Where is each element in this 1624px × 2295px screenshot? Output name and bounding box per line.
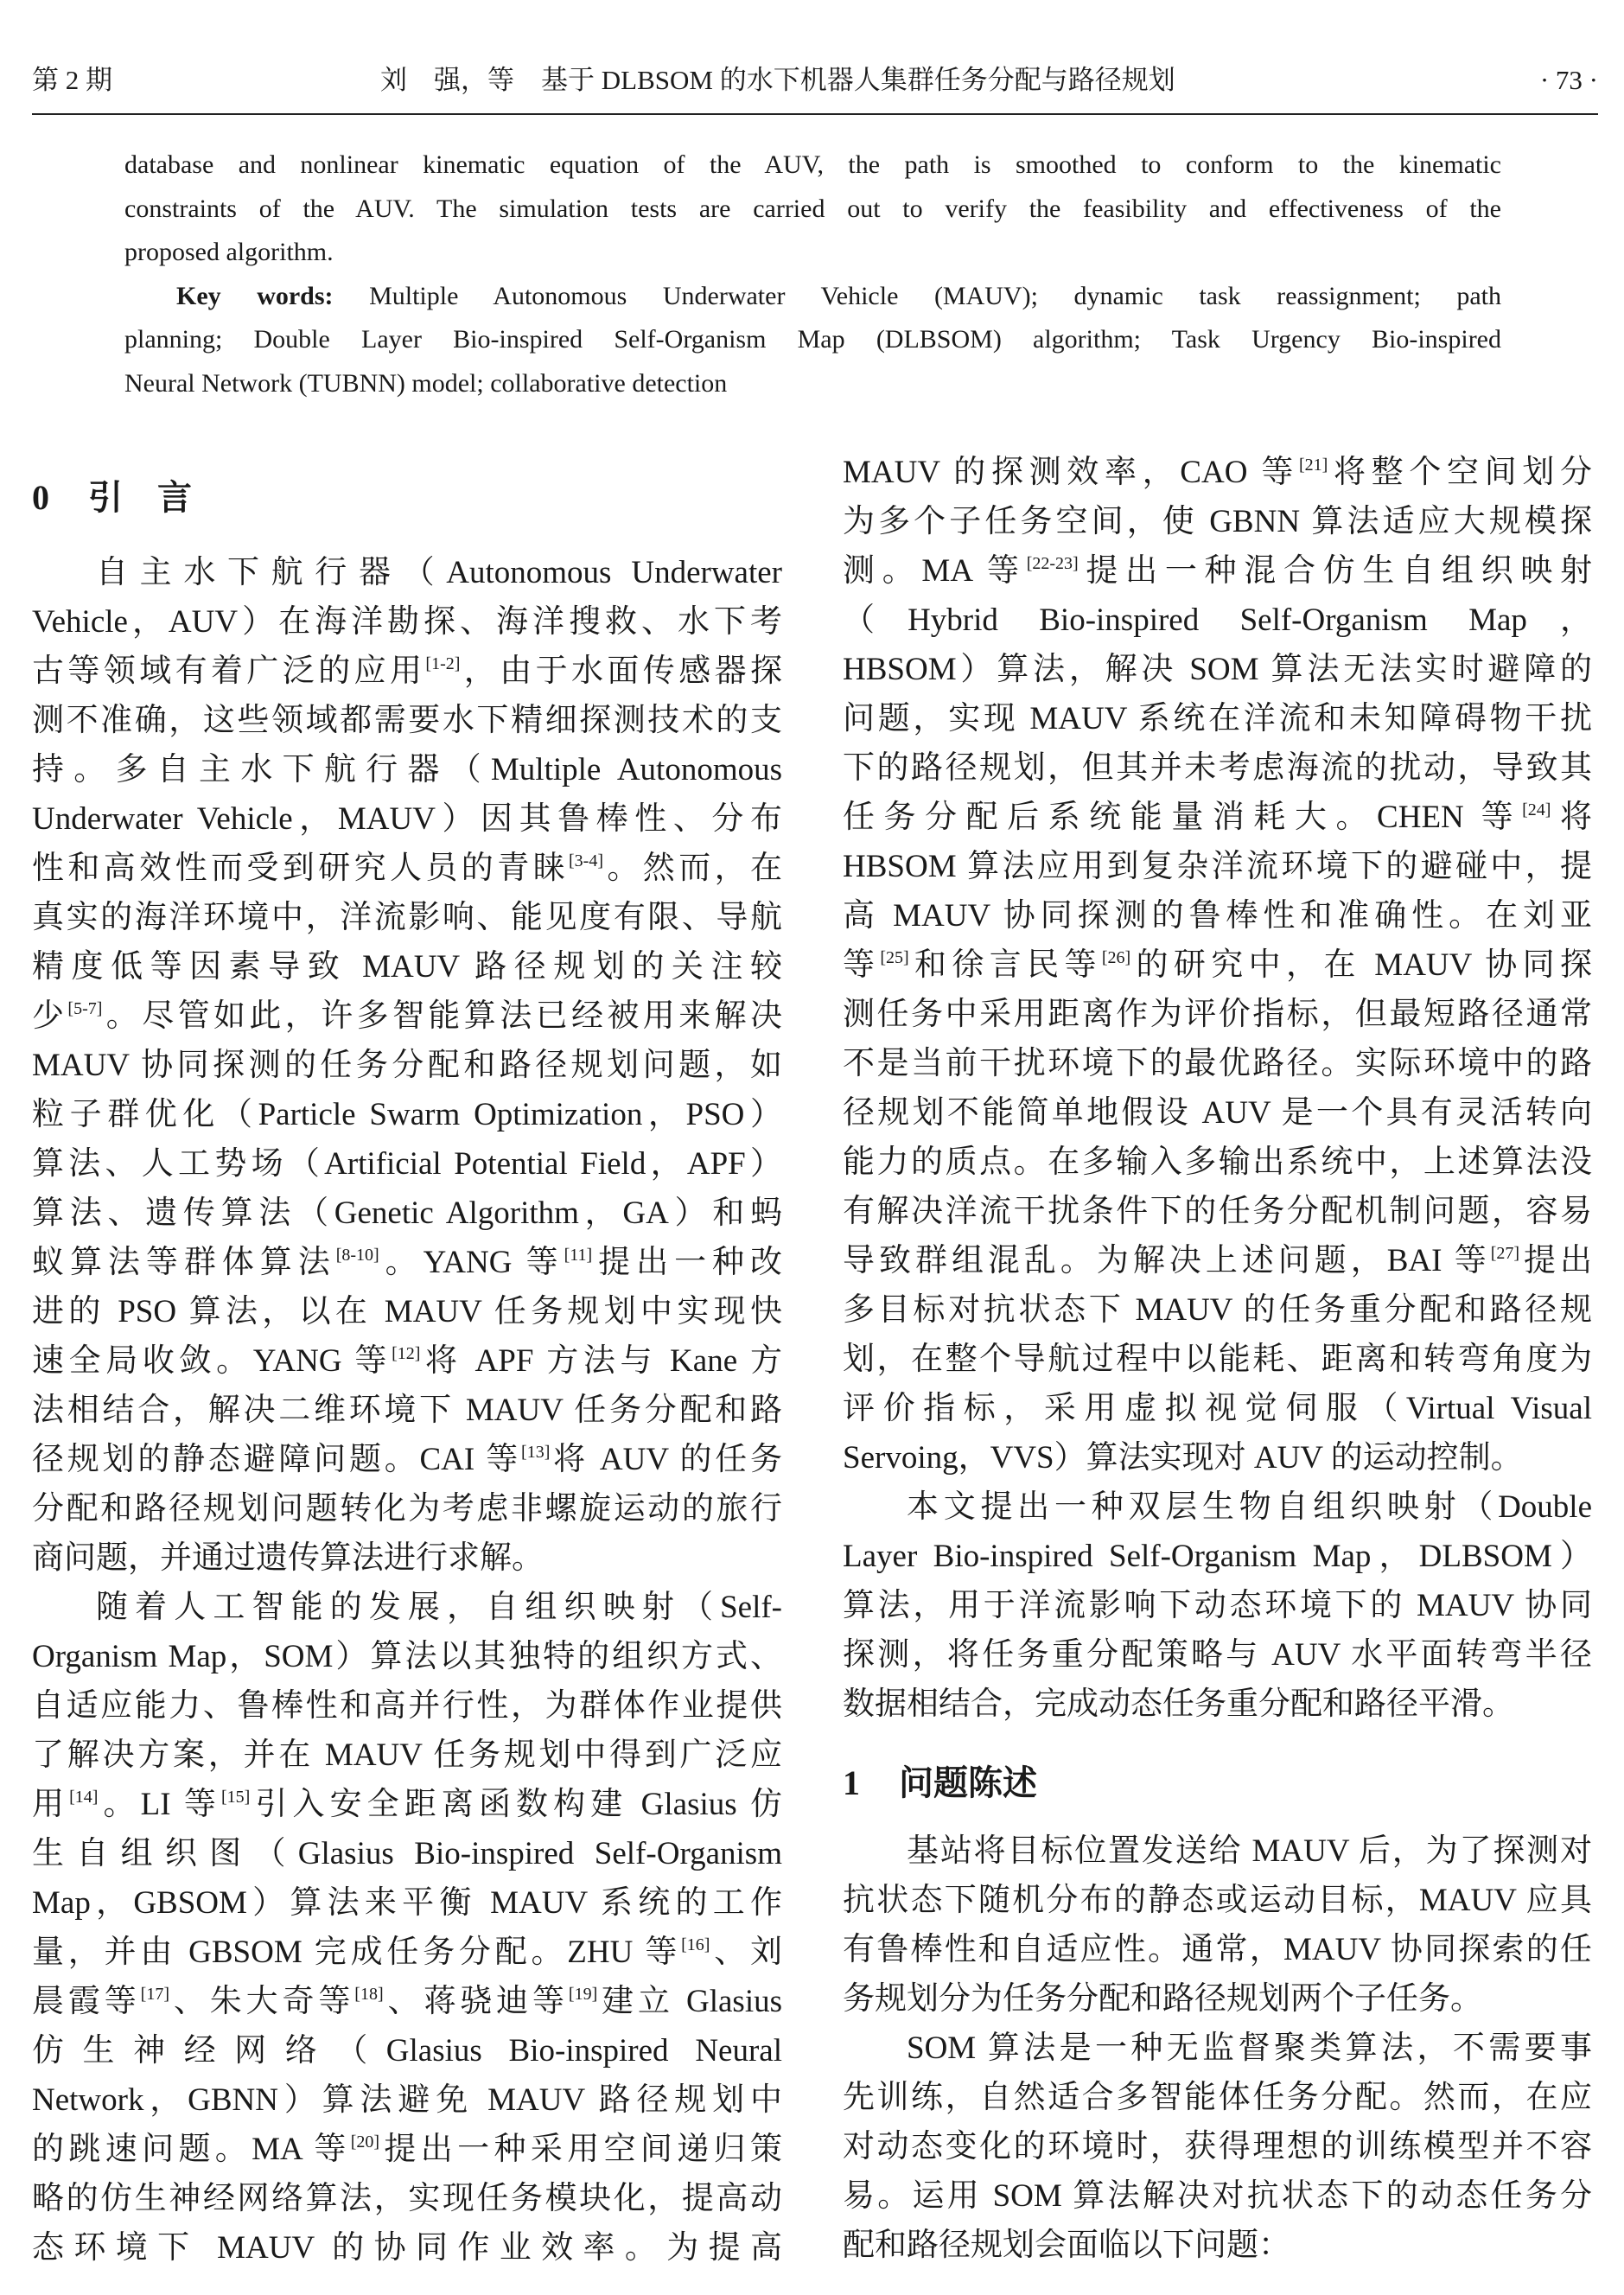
- text-line: 持。多自主水下航行器（Multiple Autonomous: [32, 752, 782, 787]
- text-line: 略的仿生神经网络算法，实现任务模块化，提高动: [32, 2181, 782, 2216]
- text-line: 高 MAUV 协同探测的鲁棒性和准确性。在刘亚: [843, 898, 1592, 934]
- citation-ref[interactable]: [24]: [1522, 800, 1551, 819]
- text-line: HBSOM 算法应用到复杂洋流环境下的避碰中，提: [843, 849, 1592, 884]
- citation-ref[interactable]: [25]: [880, 948, 909, 967]
- text-line: 多目标对抗状态下 MAUV 的任务重分配和路径规: [843, 1292, 1592, 1328]
- text-line: 务规划分为任务分配和路径规划两个子任务。: [843, 1981, 1482, 2017]
- keywords-label: Key words:: [176, 281, 334, 310]
- text-line: 用[14]。LI 等[15]引入安全距离函数构建 Glasius 仿: [32, 1787, 782, 1822]
- text-line: Network，GBNN）算法避免 MAUV 路径规划中: [32, 2082, 782, 2118]
- text-line: 晨霞等[17]、朱大奇等[18]、蒋骁迪等[19]建立 Glasius: [32, 1984, 783, 2019]
- text-line: 抗状态下随机分布的静态或运动目标，MAUV 应具: [843, 1883, 1592, 1918]
- text-line: 生自组织图（Glasius Bio-inspired Self-Organism: [32, 1836, 782, 1871]
- citation-ref[interactable]: [8-10]: [335, 1246, 379, 1265]
- text-line: 蚁算法等群体算法[8-10]。YANG 等[11]提出一种改: [32, 1245, 783, 1280]
- paragraph: [843, 448, 1592, 1482]
- page-number: · 73 ·: [1539, 65, 1598, 95]
- paragraph: [32, 548, 782, 1583]
- running-header-title: 刘 强，等 基于 DLBSOM 的水下机器人集群任务分配与路径规划: [380, 65, 1175, 95]
- text-line: SOM 算法是一种无监督聚类算法，不需要事: [907, 2030, 1592, 2066]
- text-line: 有鲁棒性和自适应性。通常，MAUV 协同探索的任: [843, 1932, 1592, 1967]
- citation-ref[interactable]: [21]: [1299, 456, 1328, 475]
- text-line: 本文提出一种双层生物自组织映射（Double: [907, 1489, 1592, 1525]
- text-line: 古等领域有着广泛的应用[1-2]，由于水面传感器探: [32, 653, 783, 689]
- text-line: Map，GBSOM）算法来平衡 MAUV 系统的工作: [32, 1885, 782, 1921]
- text-line: （Hybrid Bio-inspired Self-Organism Map，: [843, 602, 1592, 638]
- abstract-line: database and nonlinear kinematic equation of the AUV, the path is smoothed to conform to the kinematic: [124, 150, 1501, 179]
- text-line: 算法、人工势场（Artificial Potential Field，APF）: [32, 1146, 782, 1182]
- keywords-line: planning; Double Layer Bio-inspired Self-Organism Map (DLBSOM) algorithm; Task Urgency Bio-inspired: [124, 325, 1501, 354]
- paragraph: [843, 1826, 1592, 2024]
- text-line: 任务分配后系统能量消耗大。CHEN 等[24]将: [843, 800, 1592, 835]
- text-line: 评价指标，采用虚拟视觉伺服（Virtual Visual: [843, 1391, 1592, 1426]
- keywords-line: [124, 275, 1501, 319]
- text-line: 少[5-7]。尽管如此，许多智能算法已经被用来解决: [32, 998, 783, 1034]
- section-heading-introduction: [32, 473, 782, 522]
- keywords-text: Multiple Autonomous Underwater Vehicle (MAUV); dynamic task reassignment; path: [333, 281, 1502, 310]
- abstract-line: proposed algorithm.: [124, 238, 334, 266]
- text-line: HBSOM）算法，解决 SOM 算法无法实时避障的: [843, 652, 1592, 687]
- text-line: 不是当前干扰环境下的最优路径。实际环境中的路: [843, 1046, 1592, 1081]
- text-line: 随着人工智能的发展，自组织映射（Self-: [96, 1590, 782, 1625]
- text-line: 划，在整个导航过程中以能耗、距离和转弯角度为: [843, 1342, 1592, 1377]
- section-heading-problem: [843, 1758, 1592, 1807]
- citation-ref[interactable]: [17]: [140, 1985, 169, 2004]
- citation-ref[interactable]: [22-23]: [1026, 554, 1079, 573]
- text-line: Layer Bio-inspired Self-Organism Map，DLBSOM）: [843, 1539, 1592, 1574]
- paragraph: [843, 1482, 1592, 1729]
- section-title: 问题陈述: [899, 1763, 1037, 1802]
- text-line: 为多个子任务空间，使 GBNN 算法适应大规模探: [843, 504, 1592, 539]
- citation-ref[interactable]: [3-4]: [569, 851, 603, 870]
- text-line: 法相结合，解决二维环境下 MAUV 任务分配和路: [32, 1393, 782, 1428]
- section-number: 0: [32, 478, 49, 517]
- text-line: 态环境下 MAUV 的协同作业效率。为提高: [32, 2230, 782, 2266]
- citation-ref[interactable]: [13]: [521, 1443, 551, 1462]
- text-line: 基站将目标位置发送给 MAUV 后，为了探测对: [907, 1833, 1592, 1869]
- citation-ref[interactable]: [12]: [392, 1344, 421, 1363]
- text-line: 测不准确，这些领域都需要水下精细探测技术的支: [32, 703, 782, 738]
- text-line: Underwater Vehicle，MAUV）因其鲁棒性、分布: [32, 801, 782, 837]
- right-body-problem: [843, 1826, 1592, 2270]
- text-line: 量，并由 GBSOM 完成任务分配。ZHU 等[16]、刘: [32, 1935, 782, 1970]
- citation-ref[interactable]: [20]: [350, 2132, 380, 2152]
- citation-ref[interactable]: [18]: [354, 1985, 384, 2004]
- text-line: 自适应能力、鲁棒性和高并行性，为群体作业提供: [32, 1688, 782, 1724]
- text-line: 探测，将任务重分配策略与 AUV 水平面转弯半径: [843, 1637, 1592, 1673]
- left-column: [32, 473, 782, 2273]
- citation-ref[interactable]: [19]: [568, 1985, 598, 2004]
- text-line: 径规划的静态避障问题。CAI 等[13]将 AUV 的任务: [32, 1442, 782, 1477]
- text-line: 的跳速问题。MA 等[20]提出一种采用空间递归策: [32, 2132, 783, 2167]
- citation-ref[interactable]: [11]: [564, 1246, 593, 1265]
- citation-ref[interactable]: [26]: [1101, 948, 1131, 967]
- text-line: 下的路径规划，但其并未考虑海流的扰动，导致其: [843, 750, 1592, 786]
- text-line: 有解决洋流干扰条件下的任务分配机制问题，容易: [843, 1194, 1592, 1229]
- text-line: 测。MA 等[22-23]提出一种混合仿生自组织映射: [843, 553, 1593, 589]
- abstract-line: constraints of the AUV. The simulation tests are carried out to verify the feasibility and effectiveness of the: [124, 194, 1501, 223]
- text-line: 自主水下航行器（Autonomous Underwater: [96, 555, 782, 590]
- citation-ref[interactable]: [5-7]: [67, 999, 103, 1018]
- citation-ref[interactable]: [27]: [1490, 1244, 1520, 1263]
- text-line: 精度低等因素导致 MAUV 路径规划的关注较: [32, 949, 782, 985]
- text-line: MAUV 协同探测的任务分配和路径规划问题，如: [32, 1048, 782, 1083]
- citation-ref[interactable]: [16]: [681, 1935, 710, 1954]
- text-line: MAUV 的探测效率，CAO 等[21]将整个空间划分: [843, 455, 1593, 490]
- text-line: 配和路径规划会面临以下问题：: [843, 2228, 1290, 2263]
- paragraph: [843, 2024, 1592, 2270]
- citation-ref[interactable]: [14]: [69, 1788, 99, 1807]
- text-line: 算法，用于洋流影响下动态环境下的 MAUV 协同: [843, 1588, 1592, 1623]
- text-line: 进的 PSO 算法，以在 MAUV 任务规划中实现快: [32, 1294, 782, 1329]
- text-line: 径规划不能简单地假设 AUV 是一个具有灵活转向: [843, 1095, 1592, 1131]
- text-line: 能力的质点。在多输入多输出系统中，上述算法没: [843, 1144, 1592, 1180]
- section-number: 1: [843, 1763, 860, 1802]
- text-line: 了解决方案，并在 MAUV 任务规划中得到广泛应: [32, 1737, 782, 1773]
- right-body-intro: [843, 448, 1592, 1729]
- text-line: 性和高效性而受到研究人员的青睐[3-4]。然而，在: [32, 851, 783, 886]
- text-line: Vehicle，AUV）在海洋勘探、海洋搜救、水下考: [32, 604, 782, 640]
- text-line: 仿生神经网络（Glasius Bio-inspired Neural: [32, 2033, 782, 2069]
- right-column: [843, 448, 1592, 2270]
- citation-ref[interactable]: [15]: [220, 1788, 251, 1807]
- text-line: 易。运用 SOM 算法解决对抗状态下的动态任务分: [843, 2178, 1592, 2214]
- running-header-issue: 第 2 期: [32, 65, 112, 95]
- section-title: 引 言: [88, 478, 192, 517]
- text-line: Organism Map，SOM）算法以其独特的组织方式、: [32, 1639, 782, 1674]
- text-line: 测任务中采用距离作为评价指标，但最短路径通常: [843, 997, 1592, 1032]
- left-body: [32, 548, 782, 2273]
- text-line: 商问题，并通过遗传算法进行求解。: [32, 1540, 544, 1576]
- text-line: 对动态变化的环境时，获得理想的训练模型并不容: [843, 2129, 1592, 2164]
- header-rule: [32, 113, 1598, 115]
- text-line: 导致群组混乱。为解决上述问题，BAI 等[27]提出: [843, 1243, 1592, 1278]
- text-line: 真实的海洋环境中，洋流影响、能见度有限、导航: [32, 900, 782, 935]
- text-line: 粒子群优化（Particle Swarm Optimization，PSO）: [32, 1097, 782, 1132]
- text-line: 分配和路径规划问题转化为考虑非螺旋运动的旅行: [32, 1491, 782, 1527]
- text-line: 数据相结合，完成动态任务重分配和路径平滑。: [843, 1686, 1514, 1722]
- text-line: 速全局收敛。YANG 等[12]将 APF 方法与 Kane 方: [32, 1343, 782, 1379]
- abstract-tail: [124, 143, 1501, 405]
- citation-ref[interactable]: [1-2]: [425, 654, 461, 673]
- text-line: 先训练，自然适合多智能体任务分配。然而，在应: [843, 2080, 1592, 2115]
- text-line: 等[25]和徐言民等[26]的研究中，在 MAUV 协同探: [843, 947, 1593, 983]
- text-line: 算法、遗传算法（Genetic Algorithm，GA）和蚂: [32, 1195, 782, 1231]
- text-line: Servoing，VVS）算法实现对 AUV 的运动控制。: [843, 1440, 1523, 1476]
- keywords-line: Neural Network (TUBNN) model; collaborative detection: [124, 368, 728, 398]
- paragraph: [32, 1583, 782, 2273]
- text-line: 问题，实现 MAUV 系统在洋流和未知障碍物干扰: [843, 701, 1592, 736]
